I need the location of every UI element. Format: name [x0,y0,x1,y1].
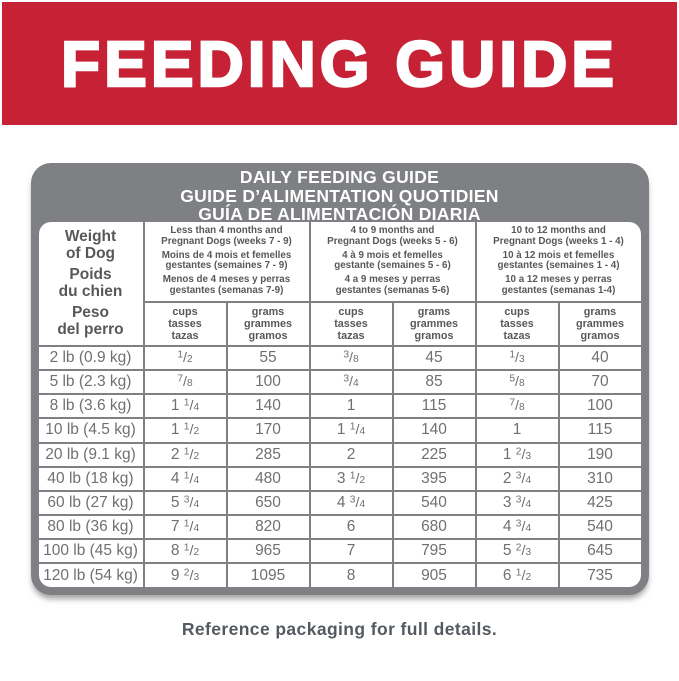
cups-cell: 7 $^1$/4 [144,515,227,539]
grams-cell: 100 [559,394,641,418]
grams-cell: 540 [559,515,641,539]
weight-column-header: Weight of Dog Poids du chien Peso del perro [39,222,144,346]
table-row [39,467,641,491]
grams-cell: 225 [393,443,476,467]
table-row [39,370,641,394]
weight-cell: 120 lb (54 kg) [39,563,144,586]
grams-unit-header: grams grammes gramos [227,302,310,346]
weight-cell: 20 lb (9.1 kg) [39,443,144,467]
cups-unit-header: cups tasses tazas [144,302,227,346]
grams-cell: 40 [559,346,641,370]
table-row [39,394,641,418]
cups-cell: $^7$/8 [476,394,559,418]
grams-cell: 650 [227,491,310,515]
feeding-table [39,222,641,587]
cups-cell: 2 $^1$/2 [144,443,227,467]
age-group-header-under-4-months: Less than 4 months and Pregnant Dogs (weeks 7 - 9) Moins de 4 mois et femelles gestantes (semaines 7 - 9) Menos de 4 meses y perras gestantes (semanas 7-9) [144,222,310,302]
grams-cell: 1095 [227,563,310,586]
grams-cell: 820 [227,515,310,539]
cups-cell: 8 $^1$/2 [144,539,227,563]
cups-cell: 9 $^2$/3 [144,563,227,586]
weight-cell: 100 lb (45 kg) [39,539,144,563]
weight-cell: 40 lb (18 kg) [39,467,144,491]
guide-title-fr: GUIDE D’ALIMENTATION QUOTIDIEN [180,185,499,206]
table-row [39,443,641,467]
weight-cell: 60 lb (27 kg) [39,491,144,515]
grams-unit-header: grams grammes gramos [559,302,641,346]
table-row [39,346,641,370]
grams-cell: 425 [559,491,641,515]
weight-cell: 8 lb (3.6 kg) [39,394,144,418]
grams-cell: 285 [227,443,310,467]
table-row [39,418,641,442]
grams-cell: 540 [393,491,476,515]
grams-cell: 395 [393,467,476,491]
cups-cell: 4 $^3$/4 [476,515,559,539]
feeding-table-body [39,346,641,587]
grams-cell: 140 [227,394,310,418]
age-group-header-4-to-9-months: 4 to 9 months and Pregnant Dogs (weeks 5 - 6) 4 à 9 mois et femelles gestante (semaines 5 - 6) 4 a 9 meses y perras gestantes (semanas 5-6) [310,222,476,302]
grams-cell: 45 [393,346,476,370]
grams-unit-header: grams grammes gramos [393,302,476,346]
table-row [39,515,641,539]
grams-cell: 680 [393,515,476,539]
grams-cell: 310 [559,467,641,491]
group-header-row [39,222,641,302]
cups-cell: 4 $^1$/4 [144,467,227,491]
guide-header [39,163,641,222]
cups-cell: 4 $^3$/4 [310,491,393,515]
grams-cell: 100 [227,370,310,394]
cups-cell: 1 [310,394,393,418]
cups-cell: 5 $^2$/3 [476,539,559,563]
guide-title-es: GUÍA DE ALIMENTACIÓN DIARIA [198,204,481,224]
cups-cell: 8 [310,563,393,586]
weight-cell: 10 lb (4.5 kg) [39,418,144,442]
grams-cell: 735 [559,563,641,586]
grams-cell: 70 [559,370,641,394]
grams-cell: 190 [559,443,641,467]
cups-cell: 6 [310,515,393,539]
footer-note: Reference packaging for full details. [181,618,498,639]
cups-cell: 1 $^1$/4 [144,394,227,418]
table-row [39,539,641,563]
cups-cell: 1 $^2$/3 [476,443,559,467]
grams-cell: 645 [559,539,641,563]
weight-cell: 80 lb (36 kg) [39,515,144,539]
table-row [39,563,641,586]
cups-unit-header: cups tasses tazas [310,302,393,346]
cups-cell: 2 $^3$/4 [476,467,559,491]
cups-cell: $^5$/8 [476,370,559,394]
cups-cell: 6 $^1$/2 [476,563,559,586]
cups-cell: $^3$/4 [310,370,393,394]
cups-cell: 1 [476,418,559,442]
feeding-table-panel [39,222,641,587]
cups-cell: 3 $^3$/4 [476,491,559,515]
grams-cell: 55 [227,346,310,370]
grams-cell: 140 [393,418,476,442]
guide-title-en: DAILY FEEDING GUIDE [239,167,440,187]
daily-feeding-guide-panel [31,163,649,595]
grams-cell: 965 [227,539,310,563]
cups-cell: 1 $^1$/2 [144,418,227,442]
grams-cell: 115 [559,418,641,442]
cups-cell: 5 $^3$/4 [144,491,227,515]
grams-cell: 170 [227,418,310,442]
banner-title: FEEDING GUIDE [61,27,618,100]
grams-cell: 480 [227,467,310,491]
feeding-guide-banner [2,2,677,125]
age-group-header-10-to-12-months: 10 to 12 months and Pregnant Dogs (weeks 1 - 4) 10 à 12 mois et femelles gestantes (semaines 1 - 4) 10 a 12 meses y perras gestantes (semanas 1-4) [476,222,641,302]
weight-cell: 2 lb (0.9 kg) [39,346,144,370]
weight-cell: 5 lb (2.3 kg) [39,370,144,394]
grams-cell: 905 [393,563,476,586]
cups-cell: 2 [310,443,393,467]
cups-cell: 7 [310,539,393,563]
cups-unit-header: cups tasses tazas [476,302,559,346]
cups-cell: $^1$/3 [476,346,559,370]
table-row [39,491,641,515]
grams-cell: 795 [393,539,476,563]
cups-cell: $^7$/8 [144,370,227,394]
grams-cell: 115 [393,394,476,418]
grams-cell: 85 [393,370,476,394]
cups-cell: $^1$/2 [144,346,227,370]
cups-cell: 3 $^1$/2 [310,467,393,491]
cups-cell: $^3$/8 [310,346,393,370]
cups-cell: 1 $^1$/4 [310,418,393,442]
